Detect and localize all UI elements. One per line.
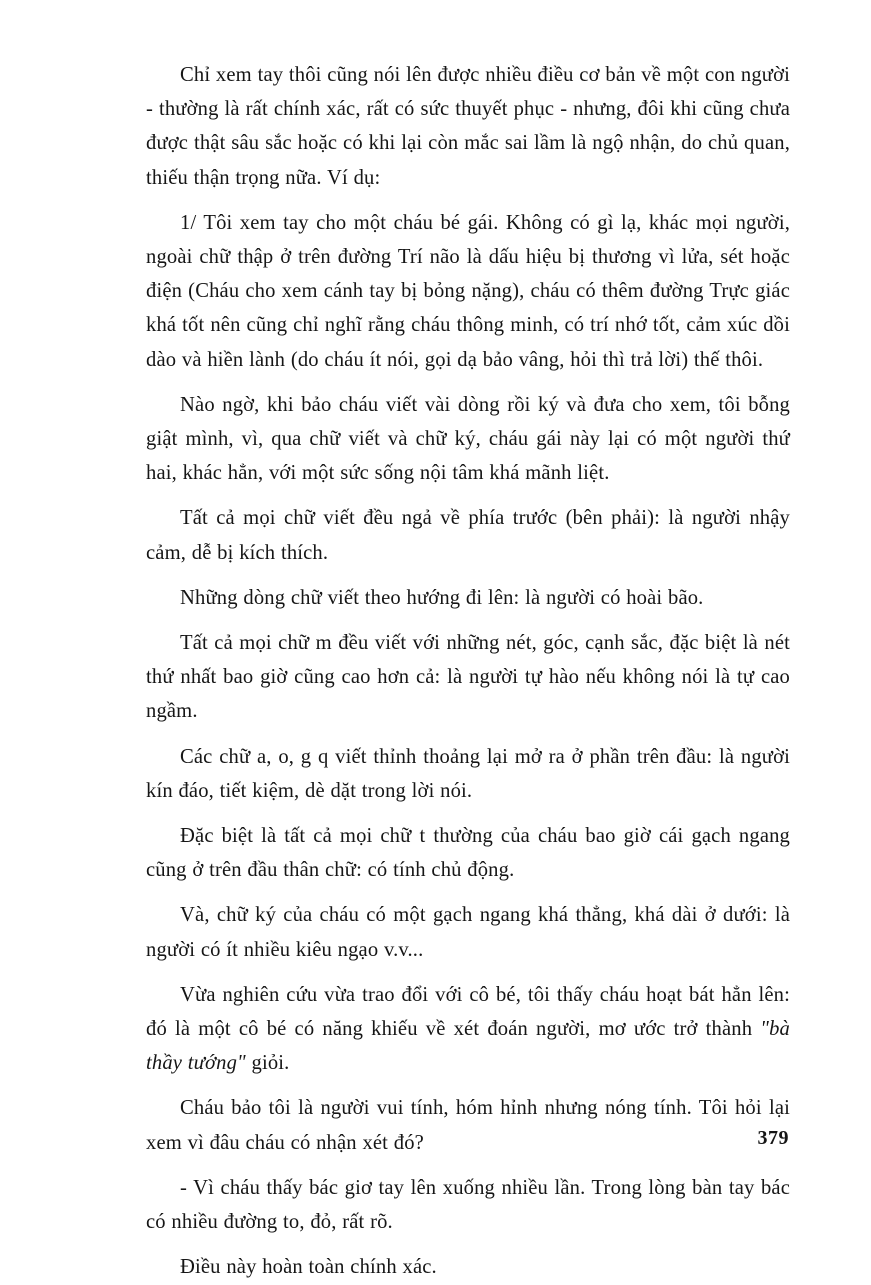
paragraph: 1/ Tôi xem tay cho một cháu bé gái. Không có gì lạ, khác mọi người, ngoài chữ thập ở trên đường Trí não là dấu hiệu bị thương vì lửa, sét hoặc điện (Cháu cho xem cánh tay bị bỏng nặng), cháu có thêm đường Trực giác khá tốt nên cũng chỉ nghĩ rằng cháu thông minh, có trí nhớ tốt, cảm xúc dồi dào và hiền lành (do cháu ít nói, gọi dạ bảo vâng, hỏi thì trả lời) thế thôi. <box>146 211 790 371</box>
paragraph: Cháu bảo tôi là người vui tính, hóm hỉnh nhưng nóng tính. Tôi hỏi lại xem vì đâu cháu có nhận xét đó? <box>146 1097 790 1154</box>
paragraph-text-tail: giỏi. <box>245 1052 290 1075</box>
paragraph: Tất cả mọi chữ m đều viết với những nét, góc, cạnh sắc, đặc biệt là nét thứ nhất bao giờ cũng cao hơn cả: là người tự hào nếu không nói là tự cao ngầm. <box>146 632 790 723</box>
paragraph-text-lead: Vừa nghiên cứu vừa trao đổi với cô bé, tôi thấy cháu hoạt bát hẳn lên: đó là một cô bé có năng khiếu về xét đoán người, mơ ước trở thành <box>146 983 790 1041</box>
paragraph: Những dòng chữ viết theo hướng đi lên: là người có hoài bão. <box>180 586 704 609</box>
page-body-text <box>146 58 790 1285</box>
paragraph: Đặc biệt là tất cả mọi chữ t thường của cháu bao giờ cái gạch ngang cũng ở trên đầu thân chữ: có tính chủ động. <box>146 825 790 882</box>
paragraph: Các chữ a, o, g q viết thỉnh thoảng lại mở ra ở phần trên đầu: là người kín đáo, tiết kiệm, dè dặt trong lời nói. <box>146 745 790 802</box>
paragraph: Và, chữ ký của cháu có một gạch ngang khá thẳng, khá dài ở dưới: là người có ít nhiều kiêu ngạo v.v... <box>146 904 790 961</box>
italic-quoted-phrase: "bà thầy tướng" <box>146 1018 790 1075</box>
dialogue-paragraph: - Vì cháu thấy bác giơ tay lên xuống nhiều lần. Trong lòng bàn tay bác có nhiều đường to, đỏ, rất rõ. <box>146 1176 790 1234</box>
paragraph-with-italic-quote <box>146 978 790 1081</box>
paragraph: Nào ngờ, khi bảo cháu viết vài dòng rồi ký và đưa cho xem, tôi bỗng giật mình, vì, qua chữ viết và chữ ký, cháu gái này lại có một người thứ hai, khác hẳn, với một sức sống nội tâm khá mãnh liệt. <box>146 393 790 485</box>
paragraph: Tất cả mọi chữ viết đều ngả về phía trước (bên phải): là người nhậy cảm, dễ bị kích thích. <box>146 507 790 564</box>
page-number: 379 <box>757 1127 789 1149</box>
paragraph: Điều này hoàn toàn chính xác. <box>180 1256 437 1279</box>
paragraph: Chỉ xem tay thôi cũng nói lên được nhiều điều cơ bản về một con người - thường là rất chính xác, rất có sức thuyết phục - nhưng, đôi khi cũng chưa được thật sâu sắc hoặc có khi lại còn mắc sai lầm là ngộ nhận, do chủ quan, thiếu thận trọng nữa. Ví dụ: <box>146 64 790 189</box>
